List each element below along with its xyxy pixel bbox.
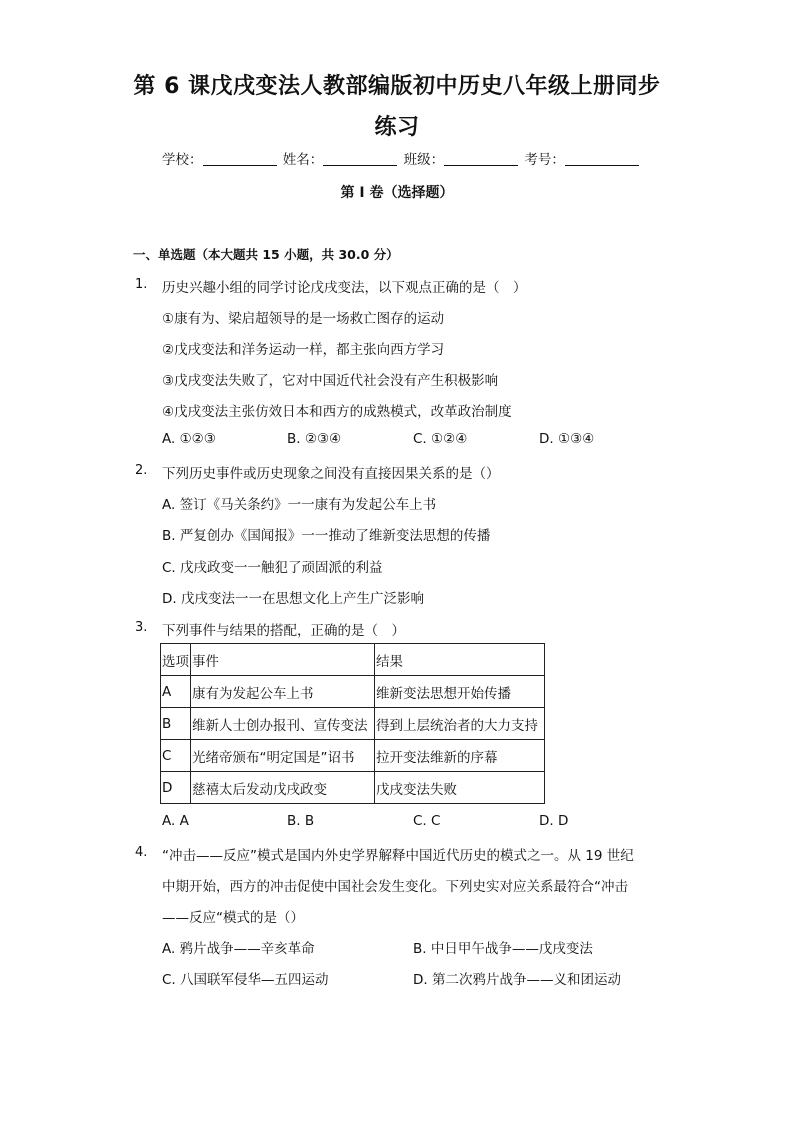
matching-table bbox=[160, 643, 545, 804]
option-c: C. 八国联军侵华—五四运动 bbox=[162, 972, 329, 988]
table-cell: 戊戌变法失败 bbox=[375, 772, 545, 804]
statement: ①康有为、梁启超领导的是一场救亡图存的运动 bbox=[162, 311, 445, 327]
table-cell: B bbox=[161, 708, 191, 740]
option-b: B. ②③④ bbox=[287, 431, 342, 447]
question-stem: 下列历史事件或历史现象之间没有直接因果关系的是（） bbox=[162, 466, 500, 482]
school-label: 学校： bbox=[162, 152, 203, 168]
table-row bbox=[161, 772, 545, 804]
option-b: B. 中日甲午战争——戊戌变法 bbox=[413, 941, 593, 957]
table-cell: 慈禧太后发动戊戌政变 bbox=[191, 772, 375, 804]
option-c: C. C bbox=[413, 813, 441, 829]
question-stem-line: ——反应“模式的是（） bbox=[162, 910, 304, 926]
table-row bbox=[161, 708, 545, 740]
class-label: 班级： bbox=[403, 152, 445, 168]
number-blank[interactable] bbox=[565, 151, 639, 166]
name-blank[interactable] bbox=[323, 151, 397, 166]
option-a: A. 签订《马关条约》一一康有为发起公车上书 bbox=[162, 497, 437, 513]
option-d: D. 戊戌变法一一在思想文化上产生广泛影响 bbox=[162, 591, 424, 607]
table-cell: 光绪帝颁布“明定国是”诏书 bbox=[191, 740, 375, 772]
table-cell: A bbox=[161, 676, 191, 708]
table-header-cell: 选项 bbox=[161, 644, 191, 676]
question-number: 3. bbox=[135, 620, 148, 635]
table-cell: 康有为发起公车上书 bbox=[191, 676, 375, 708]
option-d: D. ①③④ bbox=[539, 431, 595, 447]
school-blank[interactable] bbox=[203, 151, 277, 166]
statement: ③戊戌变法失败了，它对中国近代社会没有产生积极影响 bbox=[162, 373, 499, 389]
option-a: A. ①②③ bbox=[162, 431, 216, 447]
question-number: 4. bbox=[135, 845, 148, 860]
question-stem: 下列事件与结果的搭配，正确的是（ ） bbox=[162, 623, 405, 639]
table-cell: 维新变法思想开始传播 bbox=[375, 676, 545, 708]
option-b: B. B bbox=[287, 813, 315, 829]
class-blank[interactable] bbox=[444, 151, 518, 166]
option-d: D. 第二次鸦片战争——义和团运动 bbox=[413, 972, 621, 988]
option-c: C. ①②④ bbox=[413, 431, 468, 447]
option-a: A. 鸦片战争——辛亥革命 bbox=[162, 941, 315, 957]
option-b: B. 严复创办《国闻报》一一推动了维新变法思想的传播 bbox=[162, 528, 491, 544]
part-title: 一、单选题（本大题共 15 小题，共 30.0 分） bbox=[133, 247, 399, 262]
name-label: 姓名： bbox=[282, 152, 324, 168]
question-stem-line: “冲击——反应”模式是国内外史学界解释中国近代历史的模式之一。从 19 世纪 bbox=[162, 848, 634, 864]
table-cell: 得到上层统治者的大力支持 bbox=[375, 708, 545, 740]
table-cell: C bbox=[161, 740, 191, 772]
question-stem-line: 中期开始，西方的冲击促使中国社会发生变化。下列史实对应关系最符合“冲击 bbox=[162, 879, 628, 895]
statement: ②戊戌变法和洋务运动一样，都主张向西方学习 bbox=[162, 342, 445, 358]
number-label: 考号： bbox=[524, 152, 565, 168]
option-d: D. D bbox=[539, 813, 569, 829]
table-header-cell: 结果 bbox=[375, 644, 545, 676]
question-number: 1. bbox=[135, 277, 148, 292]
table-row bbox=[161, 676, 545, 708]
option-c: C. 戊戌政变一一触犯了顽固派的利益 bbox=[162, 560, 383, 576]
document-title: 第 6 课戊戌变法人教部编版初中历史八年级上册同步练习 bbox=[133, 74, 661, 140]
table-header-row bbox=[161, 644, 545, 676]
section-title: 第 I 卷（选择题） bbox=[340, 185, 454, 201]
question-stem: 历史兴趣小组的同学讨论戊戌变法，以下观点正确的是（ ） bbox=[162, 280, 527, 296]
option-a: A. A bbox=[162, 813, 189, 829]
table-row bbox=[161, 740, 545, 772]
student-info-line bbox=[162, 148, 641, 168]
table-cell: 拉开变法维新的序幕 bbox=[375, 740, 545, 772]
statement: ④戊戌变法主张仿效日本和西方的成熟模式，改革政治制度 bbox=[162, 404, 512, 420]
table-cell: D bbox=[161, 772, 191, 804]
question-number: 2. bbox=[135, 463, 148, 478]
table-cell: 维新人士创办报刊、宣传变法 bbox=[191, 708, 375, 740]
table-header-cell: 事件 bbox=[191, 644, 375, 676]
